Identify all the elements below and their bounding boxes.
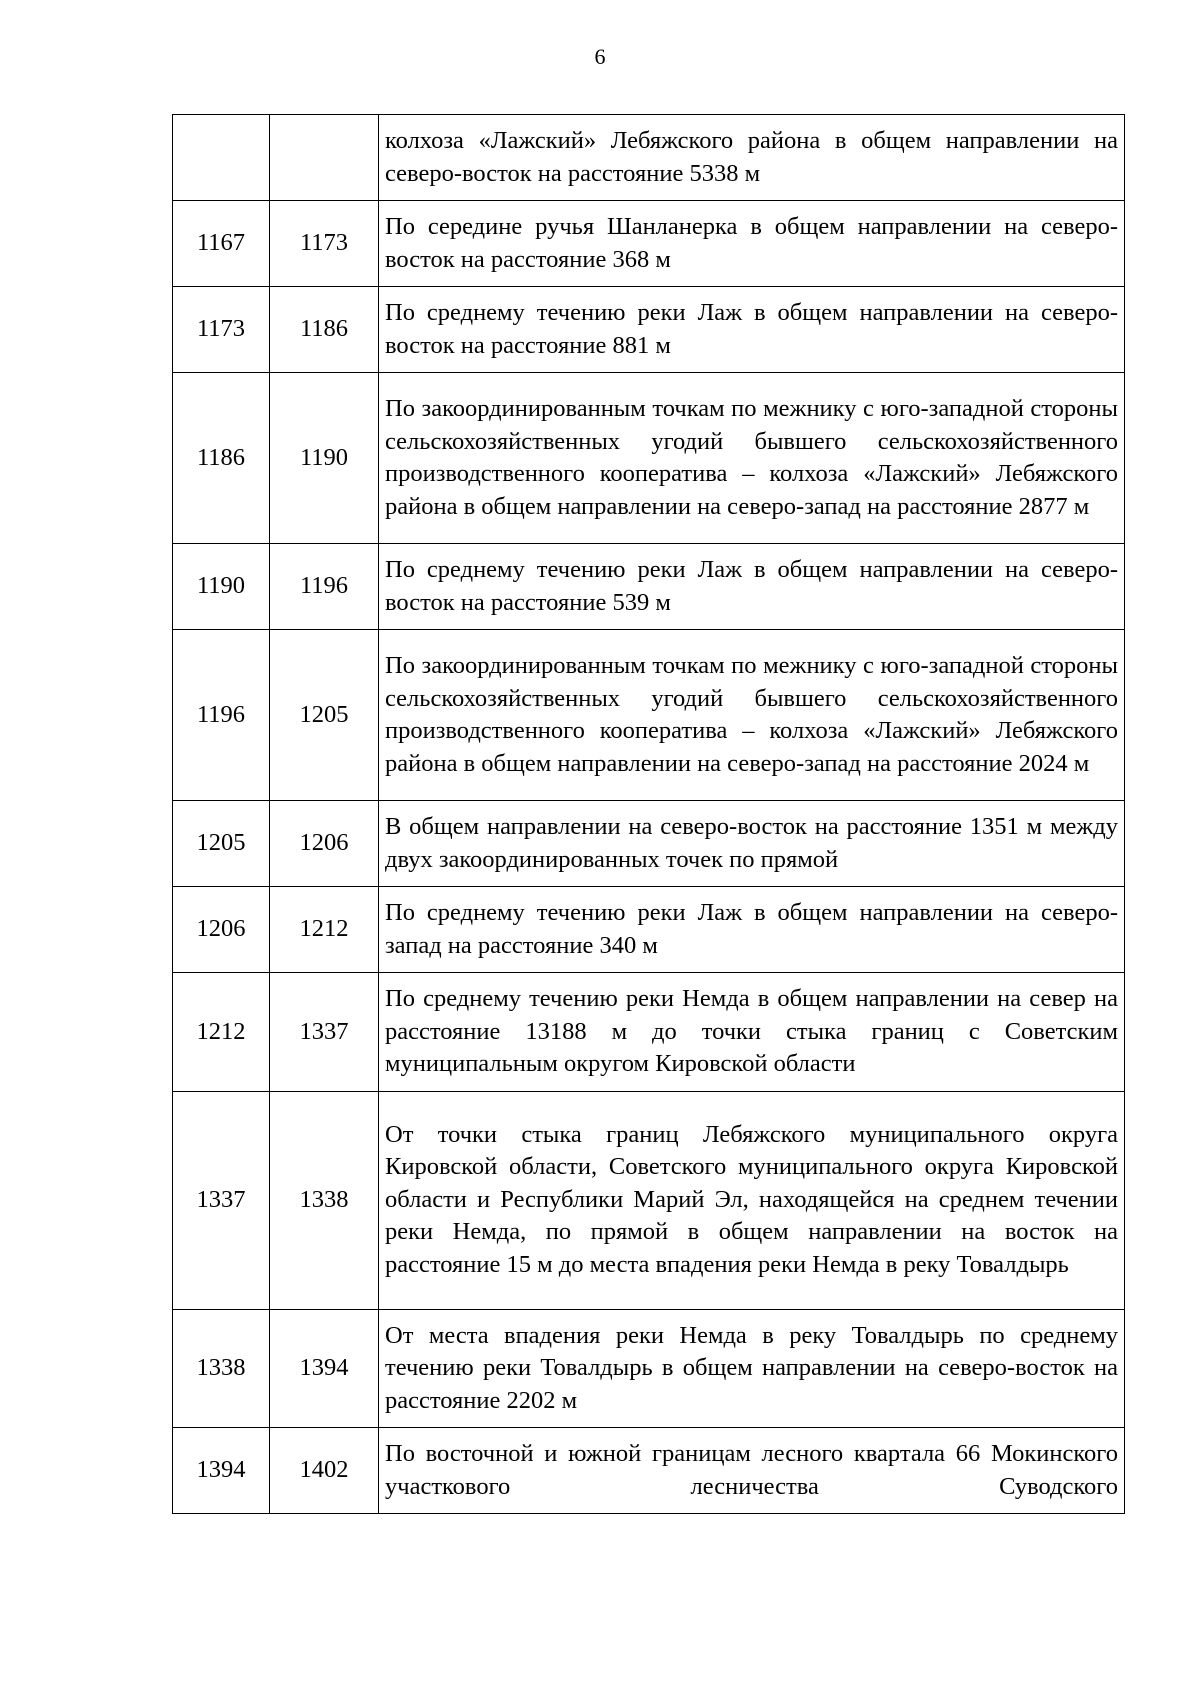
segment-description-cell: По закоординированным точкам по межнику с юго-западной стороны сельскохозяйственных угодий бывшего сельскохозяйственного производственного кооператива – колхоза «Лажский» Лебяжского района в общем направлении на северо-запад на расстояние 2024 м <box>379 630 1125 801</box>
table-row <box>173 887 1125 973</box>
point-to-cell: 1337 <box>270 973 379 1092</box>
point-from-cell: 1394 <box>173 1428 270 1514</box>
table-row <box>173 201 1125 287</box>
segment-description-cell: По закоординированным точкам по межнику с юго-западной стороны сельскохозяйственных угодий бывшего сельскохозяйственного производственного кооператива – колхоза «Лажский» Лебяжского района в общем направлении на северо-запад на расстояние 2877 м <box>379 373 1125 544</box>
table-row <box>173 373 1125 544</box>
point-to-cell <box>270 115 379 201</box>
point-from-cell: 1186 <box>173 373 270 544</box>
boundary-description-table <box>172 114 1125 1514</box>
point-to-cell: 1173 <box>270 201 379 287</box>
table-row <box>173 630 1125 801</box>
point-from-cell: 1167 <box>173 201 270 287</box>
table-row <box>173 115 1125 201</box>
point-from-cell: 1337 <box>173 1091 270 1309</box>
segment-description-cell: В общем направлении на северо-восток на расстояние 1351 м между двух закоординированных точек по прямой <box>379 801 1125 887</box>
point-from-cell <box>173 115 270 201</box>
point-to-cell: 1402 <box>270 1428 379 1514</box>
segment-description-cell: колхоза «Лажский» Лебяжского района в общем направлении на северо-восток на расстояние 5338 м <box>379 115 1125 201</box>
point-to-cell: 1186 <box>270 287 379 373</box>
point-from-cell: 1173 <box>173 287 270 373</box>
table-row <box>173 544 1125 630</box>
segment-description-cell: По среднему течению реки Лаж в общем направлении на северо-восток на расстояние 539 м <box>379 544 1125 630</box>
segment-description-cell: По среднему течению реки Немда в общем направлении на север на расстояние 13188 м до точки стыка границ с Советским муниципальным округом Кировской области <box>379 973 1125 1092</box>
segment-description-cell: По среднему течению реки Лаж в общем направлении на северо-восток на расстояние 881 м <box>379 287 1125 373</box>
point-from-cell: 1206 <box>173 887 270 973</box>
table-row <box>173 1428 1125 1514</box>
point-from-cell: 1212 <box>173 973 270 1092</box>
point-from-cell: 1205 <box>173 801 270 887</box>
segment-description-cell: По восточной и южной границам лесного квартала 66 Мокинского участкового лесничества Суводского <box>379 1428 1125 1514</box>
point-to-cell: 1190 <box>270 373 379 544</box>
point-to-cell: 1212 <box>270 887 379 973</box>
page-number: 6 <box>594 44 606 69</box>
segment-description-cell: По середине ручья Шанланерка в общем направлении на северо-восток на расстояние 368 м <box>379 201 1125 287</box>
point-to-cell: 1338 <box>270 1091 379 1309</box>
segment-description-cell: От точки стыка границ Лебяжского муниципального округа Кировской области, Советского муниципального округа Кировской области и Республики Марий Эл, находящейся на среднем течении реки Немда, по прямой в общем направлении на восток на расстояние 15 м до места впадения реки Немда в реку Товалдырь <box>379 1091 1125 1309</box>
point-from-cell: 1190 <box>173 544 270 630</box>
segment-description-cell: От места впадения реки Немда в реку Товалдырь по среднему течению реки Товалдырь в общем направлении на северо-восток на расстояние 2202 м <box>379 1309 1125 1428</box>
point-to-cell: 1205 <box>270 630 379 801</box>
table-row <box>173 1309 1125 1428</box>
point-from-cell: 1338 <box>173 1309 270 1428</box>
table-row <box>173 1091 1125 1309</box>
point-to-cell: 1394 <box>270 1309 379 1428</box>
point-from-cell: 1196 <box>173 630 270 801</box>
table-row <box>173 801 1125 887</box>
table-row <box>173 973 1125 1092</box>
segment-description-cell: По среднему течению реки Лаж в общем направлении на северо-запад на расстояние 340 м <box>379 887 1125 973</box>
table-row <box>173 287 1125 373</box>
point-to-cell: 1196 <box>270 544 379 630</box>
point-to-cell: 1206 <box>270 801 379 887</box>
